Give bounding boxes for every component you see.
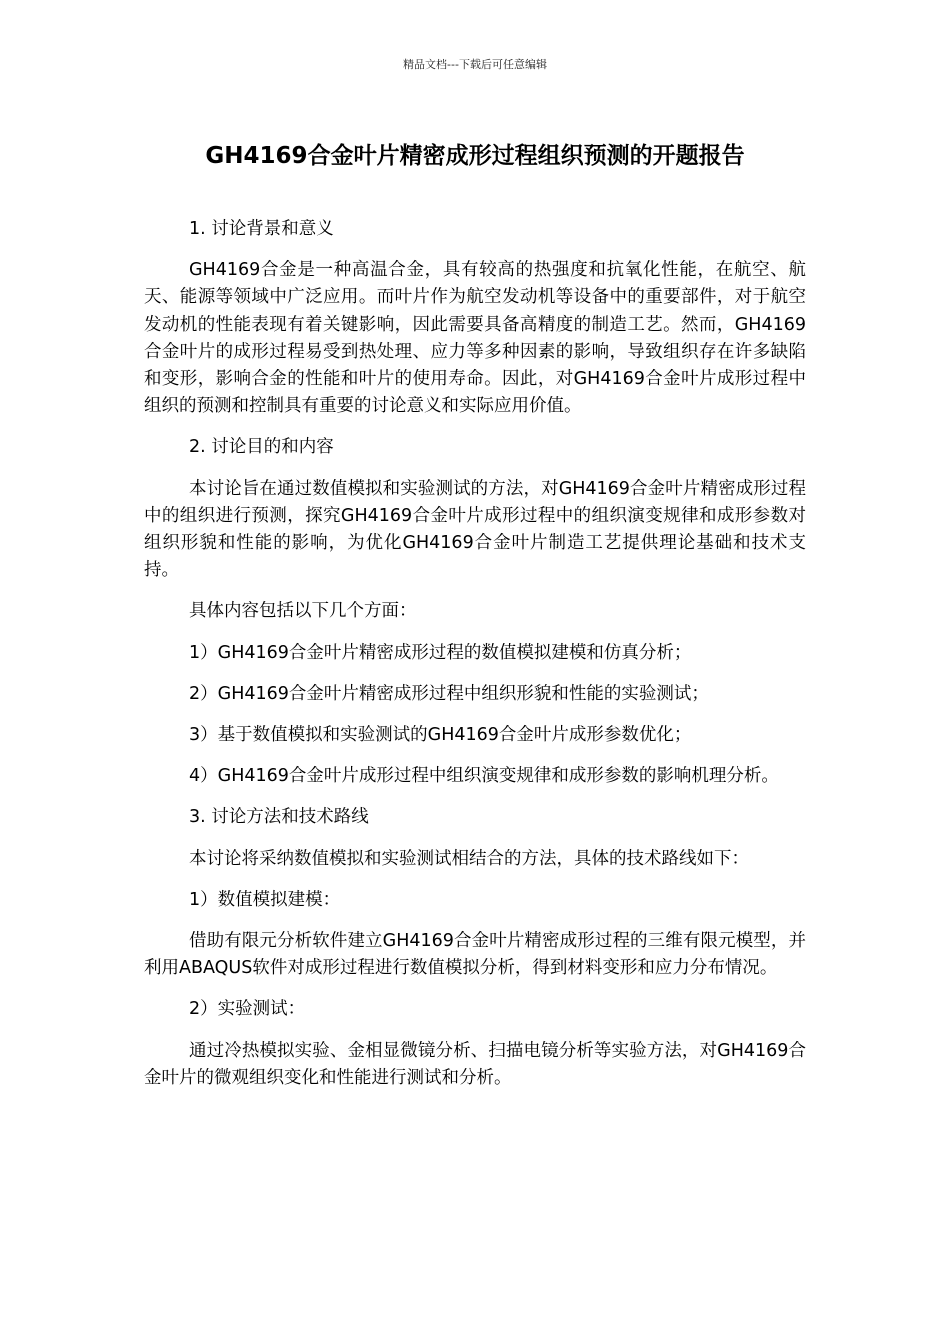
list-item: 3）基于数值模拟和实验测试的GH4169合金叶片成形参数优化； xyxy=(189,725,692,746)
list-item: 1）GH4169合金叶片精密成形过程的数值模拟建模和仿真分析； xyxy=(189,642,692,663)
section-heading-methods: 3. 讨论方法和技术路线 xyxy=(189,807,369,828)
document-body xyxy=(144,216,806,1106)
list-item: 4）GH4169合金叶片成形过程中组织演变规律和成形参数的影响机理分析。 xyxy=(189,766,779,787)
paragraph-simulation: 借助有限元分析软件建立GH4169合金叶片精密成形过程的三维有限元模型，并利用ABAQUS软件对成形过程进行数值模拟分析，得到材料变形和应力分布情况。 xyxy=(144,931,806,979)
document-title: GH4169合金叶片精密成形过程组织预测的开题报告 xyxy=(205,143,745,169)
paragraph-purpose: 本讨论旨在通过数值模拟和实验测试的方法，对GH4169合金叶片精密成形过程中的组织进行预测，探究GH4169合金叶片成形过程中的组织演变规律和成形参数对组织形貌和性能的影响，为优化GH4169合金叶片制造工艺提供理论基础和技术支持。 xyxy=(144,478,806,581)
list-item: 2）GH4169合金叶片精密成形过程中组织形貌和性能的实验测试； xyxy=(189,683,709,704)
section-heading-purpose: 2. 讨论目的和内容 xyxy=(189,437,334,458)
paragraph-content-intro: 具体内容包括以下几个方面： xyxy=(189,601,417,622)
subheading-simulation: 1）数值模拟建模： xyxy=(189,889,341,910)
paragraph-background: GH4169合金是一种高温合金，具有较高的热强度和抗氧化性能，在航空、航天、能源等领域中广泛应用。而叶片作为航空发动机等设备中的重要部件，对于航空发动机的性能表现有着关键影响，因此需要具备高精度的制造工艺。然而，GH4169合金叶片的成形过程易受到热处理、应力等多种因素的影响，导致组织存在许多缺陷和变形，影响合金的性能和叶片的使用寿命。因此，对GH4169合金叶片成形过程中组织的预测和控制具有重要的讨论意义和实际应用价值。 xyxy=(144,260,806,417)
subheading-experiment: 2）实验测试： xyxy=(189,999,306,1020)
section-heading-background: 1. 讨论背景和意义 xyxy=(189,219,334,239)
page-header-note: 精品文档---下载后可任意编辑 xyxy=(403,58,547,71)
paragraph-experiment: 通过冷热模拟实验、金相显微镜分析、扫描电镜分析等实验方法，对GH4169合金叶片的微观组织变化和性能进行测试和分析。 xyxy=(144,1040,806,1088)
paragraph-methods-intro: 本讨论将采纳数值模拟和实验测试相结合的方法，具体的技术路线如下： xyxy=(189,848,749,869)
